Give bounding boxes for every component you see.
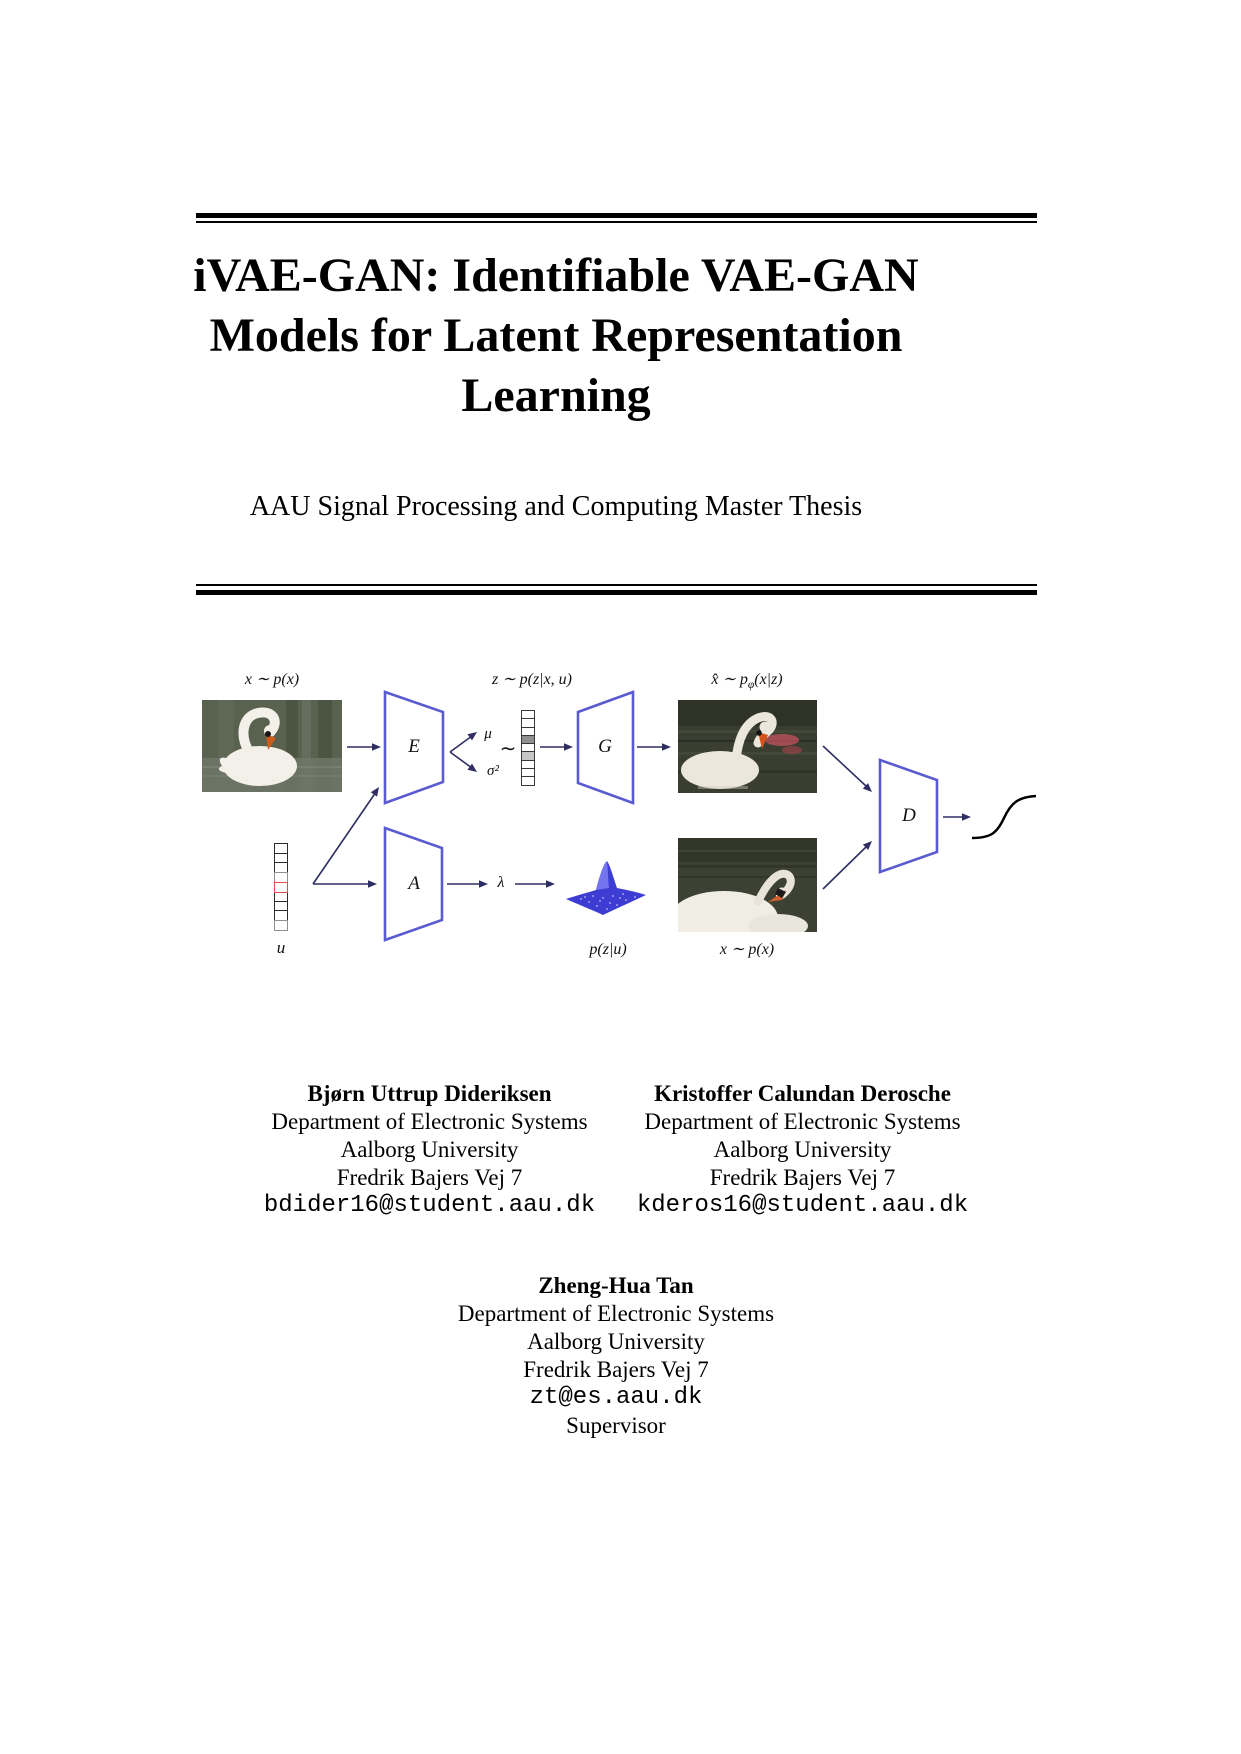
arrowhead <box>546 880 555 888</box>
supervisor-address: Fredrik Bajers Vej 7 <box>523 1357 709 1382</box>
vector-cell <box>274 920 288 931</box>
model-architecture-diagram <box>195 600 1040 965</box>
auxiliary-label: A <box>408 873 420 894</box>
supervisor-email: zt@es.aau.dk <box>529 1384 703 1411</box>
author-address: Fredrik Bajers Vej 7 <box>336 1165 523 1190</box>
label-generated-distribution <box>711 672 782 693</box>
author-block-1 <box>257 1080 602 1220</box>
label-subscript-phi: φ <box>747 679 755 692</box>
u-vector <box>274 843 288 931</box>
title-line-3: Learning <box>461 369 651 422</box>
author-university: Aalborg University <box>340 1137 519 1162</box>
author-email: bdider16@student.aau.dk <box>263 1192 596 1219</box>
label-prior-distribution: p(z|u) <box>589 941 627 958</box>
encoder-label: E <box>408 736 420 757</box>
swan-photo-generated <box>678 700 817 793</box>
swan-photo-input <box>202 700 342 792</box>
arrow-real-to-discriminator <box>823 847 866 889</box>
arrowhead <box>372 743 381 751</box>
thesis-subtitle: AAU Signal Processing and Computing Master Thesis <box>249 491 863 522</box>
author-department: Department of Electronic Systems <box>271 1109 588 1134</box>
swan-photo-real <box>678 838 817 932</box>
author-university: Aalborg University <box>713 1137 892 1162</box>
supervisor-university: Aalborg University <box>527 1329 705 1354</box>
label-lambda: λ <box>497 874 505 891</box>
label-real-distribution: x ∼ p(x) <box>719 941 775 958</box>
arrowhead <box>371 785 382 797</box>
supervisor-name: Zheng-Hua Tan <box>538 1273 694 1298</box>
sigmoid-curve <box>972 796 1036 838</box>
arrow-u-to-encoder <box>313 792 376 884</box>
density-highlight <box>596 861 609 890</box>
arrowhead <box>479 880 488 888</box>
label-u: u <box>276 938 286 957</box>
bottom-double-rule <box>196 584 1037 595</box>
arrowhead <box>564 743 573 751</box>
thesis-title <box>116 246 996 426</box>
arrowhead <box>662 743 671 751</box>
label-input-distribution: x ∼ p(x) <box>244 671 300 688</box>
rule-thick-bar <box>196 213 1037 218</box>
author-block-2 <box>630 1080 975 1220</box>
author-name: Bjørn Uttrup Dideriksen <box>307 1081 552 1106</box>
supervisor-role: Supervisor <box>566 1413 666 1438</box>
title-line-1: iVAE-GAN: Identifiable VAE-GAN <box>193 249 919 302</box>
vector-cell <box>521 776 535 786</box>
top-double-rule <box>196 213 1037 223</box>
title-line-2: Models for Latent Representation <box>209 309 903 362</box>
label-sigma-squared: σ² <box>487 763 499 779</box>
rule-thin-bar <box>196 584 1037 586</box>
generator-label: G <box>598 736 612 757</box>
supervisor-department: Department of Electronic Systems <box>457 1301 775 1326</box>
author-email: kderos16@student.aau.dk <box>636 1192 969 1219</box>
label-mu: μ <box>484 726 492 742</box>
arrowhead <box>368 880 377 888</box>
vector-cell <box>274 882 288 893</box>
author-address: Fredrik Bajers Vej 7 <box>709 1165 896 1190</box>
arrow-fake-to-discriminator <box>823 746 866 786</box>
label-part: (x|z) <box>754 671 783 688</box>
rule-thick-bar <box>196 590 1037 595</box>
rule-thin-bar <box>196 221 1037 223</box>
arrowhead <box>962 813 971 821</box>
author-department: Department of Electronic Systems <box>644 1109 961 1134</box>
label-latent-distribution: z ∼ p(z|x, u) <box>491 671 573 688</box>
author-name: Kristoffer Calundan Derosche <box>654 1081 951 1106</box>
discriminator-label: D <box>902 805 916 826</box>
prior-density-plot <box>563 854 649 920</box>
z-vector <box>521 710 535 786</box>
tilde-symbol: ∼ <box>499 738 517 760</box>
authors-section <box>0 1080 1232 1220</box>
label-part: x̂ ∼ p <box>711 671 748 688</box>
supervisor-block <box>0 1272 1232 1440</box>
